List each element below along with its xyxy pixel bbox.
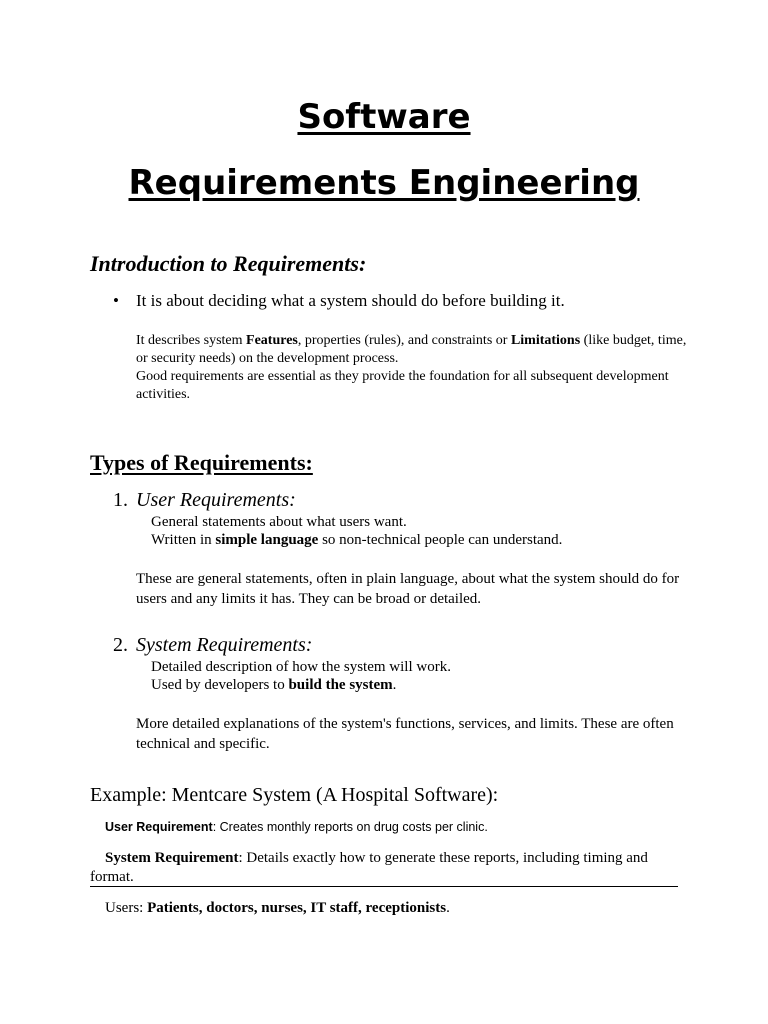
system-req-line-1: Detailed description of how the system will work. [151,659,451,675]
intro-description [136,332,696,404]
system-req-paragraph: More detailed explanations of the system's functions, services, and limits. These are often technical and specific. [136,716,674,752]
text-run: . [446,900,450,916]
intro-paragraph-1 [136,332,696,368]
page-title-line-2: Requirements Engineering [128,163,640,203]
example-heading: Example: Mentcare System (A Hospital Software): [90,784,499,806]
user-req-line-1: General statements about what users want. [151,514,407,530]
page-title-line-1: Software [297,97,471,137]
simple-language-term: simple language [215,532,319,548]
text-run: Written in [151,532,216,548]
intro-bullet-text: It is about deciding what a system should do before building it. [136,291,565,310]
users-label: Users: [105,900,148,916]
build-the-system-term: build the system [288,677,393,693]
text-run: so non-technical people can understand. [318,532,563,548]
text-run: (like budget, time, or security needs) on the development process. [136,333,687,366]
system-req-line-2 [151,677,396,694]
list-number-1: 1. [113,489,128,511]
horizontal-divider [90,886,678,887]
bullet-icon: • [113,291,119,310]
system-requirements-heading: System Requirements: [136,634,313,656]
text-run: It describes system [136,333,247,348]
example-users [105,900,450,917]
intro-heading: Introduction to Requirements: [90,251,367,276]
user-req-paragraph: These are general statements, often in plain language, about what the system should do for users and any limits it has. They can be broad or detailed. [136,571,680,607]
users-value: Patients, doctors, nurses, IT staff, receptionists [147,900,447,916]
user-req-line-2 [151,532,562,549]
text-run: . [392,677,397,693]
system-requirement-text: : Details exactly how to generate these reports, including timing and format. [90,850,648,885]
user-requirement-label: User Requirement [105,820,213,834]
features-term: Features [246,333,298,348]
text-run: , properties (rules), and constraints or [297,333,511,348]
types-heading: Types of Requirements: [90,450,313,475]
system-requirement-label: System Requirement [105,850,239,866]
intro-paragraph-2: Good requirements are essential as they provide the foundation for all subsequent development activities. [136,369,669,402]
user-requirement-text: : Creates monthly reports on drug costs per clinic. [212,820,488,834]
user-requirements-heading: User Requirements: [136,489,296,511]
limitations-term: Limitations [510,333,581,348]
text-run: Used by developers to [151,677,289,693]
list-number-2: 2. [113,634,128,656]
example-system-requirement [90,849,680,887]
example-user-requirement [105,820,488,834]
